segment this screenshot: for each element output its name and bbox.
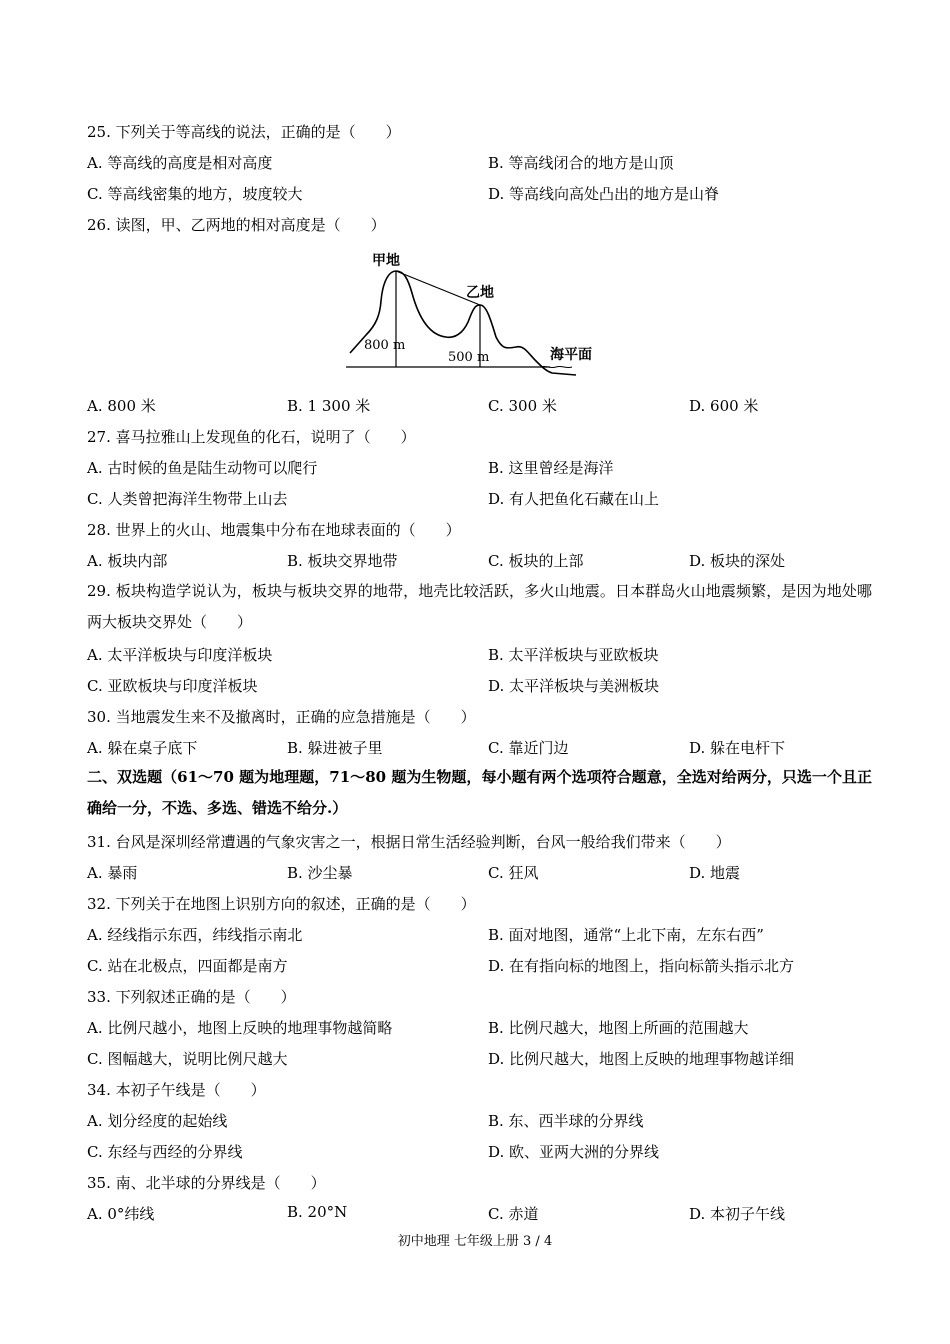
label-yi: 乙地 xyxy=(466,285,494,301)
q25-stem: 25. 下列关于等高线的说法，正确的是（ ） xyxy=(87,123,401,141)
q31-stem: 31. 台风是深圳经常遭遇的气象灾害之一，根据日常生活经验判断，台风一般给我们带来（ ） xyxy=(87,833,731,851)
q28-option-b: B. 板块交界地带 xyxy=(287,552,398,570)
q28-option-d: D. 板块的深处 xyxy=(689,552,786,570)
q32-option-d: D. 在有指向标的地图上，指向标箭头指示北方 xyxy=(488,957,795,975)
q30-option-b: B. 躲进被子里 xyxy=(287,739,383,757)
q33-option-d: D. 比例尺越大，地图上反映的地理事物越详细 xyxy=(488,1050,795,1068)
label-height-jia: 800 m xyxy=(364,338,406,353)
label-height-yi: 500 m xyxy=(448,350,490,365)
q32-option-a: A. 经线指示东西，纬线指示南北 xyxy=(87,926,303,944)
q27-option-a: A. 古时候的鱼是陆生动物可以爬行 xyxy=(87,459,318,477)
q29-stem: 29. 板块构造学说认为，板块与板块交界的地带，地壳比较活跃，多火山地震。日本群岛火山地震频繁，是因为地处哪两大板块交界处（ ） xyxy=(87,582,872,631)
q34-option-d: D. 欧、亚两大洲的分界线 xyxy=(488,1143,660,1161)
q35-option-b: B. 20°N xyxy=(287,1203,348,1221)
q34-option-c: C. 东经与西经的分界线 xyxy=(87,1143,243,1161)
q34-stem: 34. 本初子午线是（ ） xyxy=(87,1081,266,1099)
label-jia: 甲地 xyxy=(372,253,400,269)
q25-option-a: A. 等高线的高度是相对高度 xyxy=(87,154,273,172)
section-2-header: 二、双选题（61～70 题为地理题，71～80 题为生物题，每小题有两个选项符合题意，全选对给两分，只选一个且正确给一分，不选、多选、错选不给分.） xyxy=(87,768,872,817)
q34-option-b: B. 东、西半球的分界线 xyxy=(488,1112,644,1130)
q26-terrain-figure xyxy=(346,249,606,381)
q33-option-a: A. 比例尺越小，地图上反映的地理事物越简略 xyxy=(87,1019,393,1037)
q28-option-a: A. 板块内部 xyxy=(87,552,168,570)
q28-option-c: C. 板块的上部 xyxy=(488,552,584,570)
q35-option-a: A. 0°纬线 xyxy=(87,1205,155,1223)
q35-option-c: C. 赤道 xyxy=(488,1205,539,1223)
q28-stem: 28. 世界上的火山、地震集中分布在地球表面的（ ） xyxy=(87,521,461,539)
q31-option-a: A. 暴雨 xyxy=(87,864,138,882)
q25-option-c: C. 等高线密集的地方，坡度较大 xyxy=(87,185,303,203)
q26-option-b: B. 1 300 米 xyxy=(287,397,371,415)
q32-option-b: B. 面对地图，通常“上北下南，左东右西” xyxy=(488,926,764,944)
q35-stem: 35. 南、北半球的分界线是（ ） xyxy=(87,1174,326,1192)
q34-option-a: A. 划分经度的起始线 xyxy=(87,1112,228,1130)
q26-option-a: A. 800 米 xyxy=(87,397,156,415)
q31-option-c: C. 狂风 xyxy=(488,864,539,882)
q27-option-b: B. 这里曾经是海洋 xyxy=(488,459,614,477)
q29-option-a: A. 太平洋板块与印度洋板块 xyxy=(87,646,273,664)
q29-option-d: D. 太平洋板块与美洲板块 xyxy=(488,677,660,695)
q30-option-d: D. 躲在电杆下 xyxy=(689,739,786,757)
q27-option-d: D. 有人把鱼化石藏在山上 xyxy=(488,490,660,508)
q25-option-b: B. 等高线闭合的地方是山顶 xyxy=(488,154,674,172)
q30-stem: 30. 当地震发生来不及撤离时，正确的应急措施是（ ） xyxy=(87,708,476,726)
q32-option-c: C. 站在北极点，四面都是南方 xyxy=(87,957,288,975)
q26-option-c: C. 300 米 xyxy=(488,397,557,415)
q31-option-b: B. 沙尘暴 xyxy=(287,864,353,882)
q27-stem: 27. 喜马拉雅山上发现鱼的化石，说明了（ ） xyxy=(87,428,416,446)
q30-option-a: A. 躲在桌子底下 xyxy=(87,739,198,757)
q33-stem: 33. 下列叙述正确的是（ ） xyxy=(87,988,296,1006)
q25-option-d: D. 等高线向高处凸出的地方是山脊 xyxy=(488,185,720,203)
q33-option-b: B. 比例尺越大，地图上所画的范围越大 xyxy=(488,1019,749,1037)
q27-option-c: C. 人类曾把海洋生物带上山去 xyxy=(87,490,288,508)
q31-option-d: D. 地震 xyxy=(689,864,741,882)
q29-option-c: C. 亚欧板块与印度洋板块 xyxy=(87,677,258,695)
q35-option-d: D. 本初子午线 xyxy=(689,1205,786,1223)
q29-option-b: B. 太平洋板块与亚欧板块 xyxy=(488,646,659,664)
q32-stem: 32. 下列关于在地图上识别方向的叙述，正确的是（ ） xyxy=(87,895,476,913)
q30-option-c: C. 靠近门边 xyxy=(488,739,569,757)
label-sea-level: 海平面 xyxy=(550,347,592,363)
q26-stem: 26. 读图，甲、乙两地的相对高度是（ ） xyxy=(87,216,386,234)
q33-option-c: C. 图幅越大，说明比例尺越大 xyxy=(87,1050,288,1068)
q26-option-d: D. 600 米 xyxy=(689,397,759,415)
page-footer: 初中地理 七年级上册 3 / 4 xyxy=(397,1234,553,1249)
